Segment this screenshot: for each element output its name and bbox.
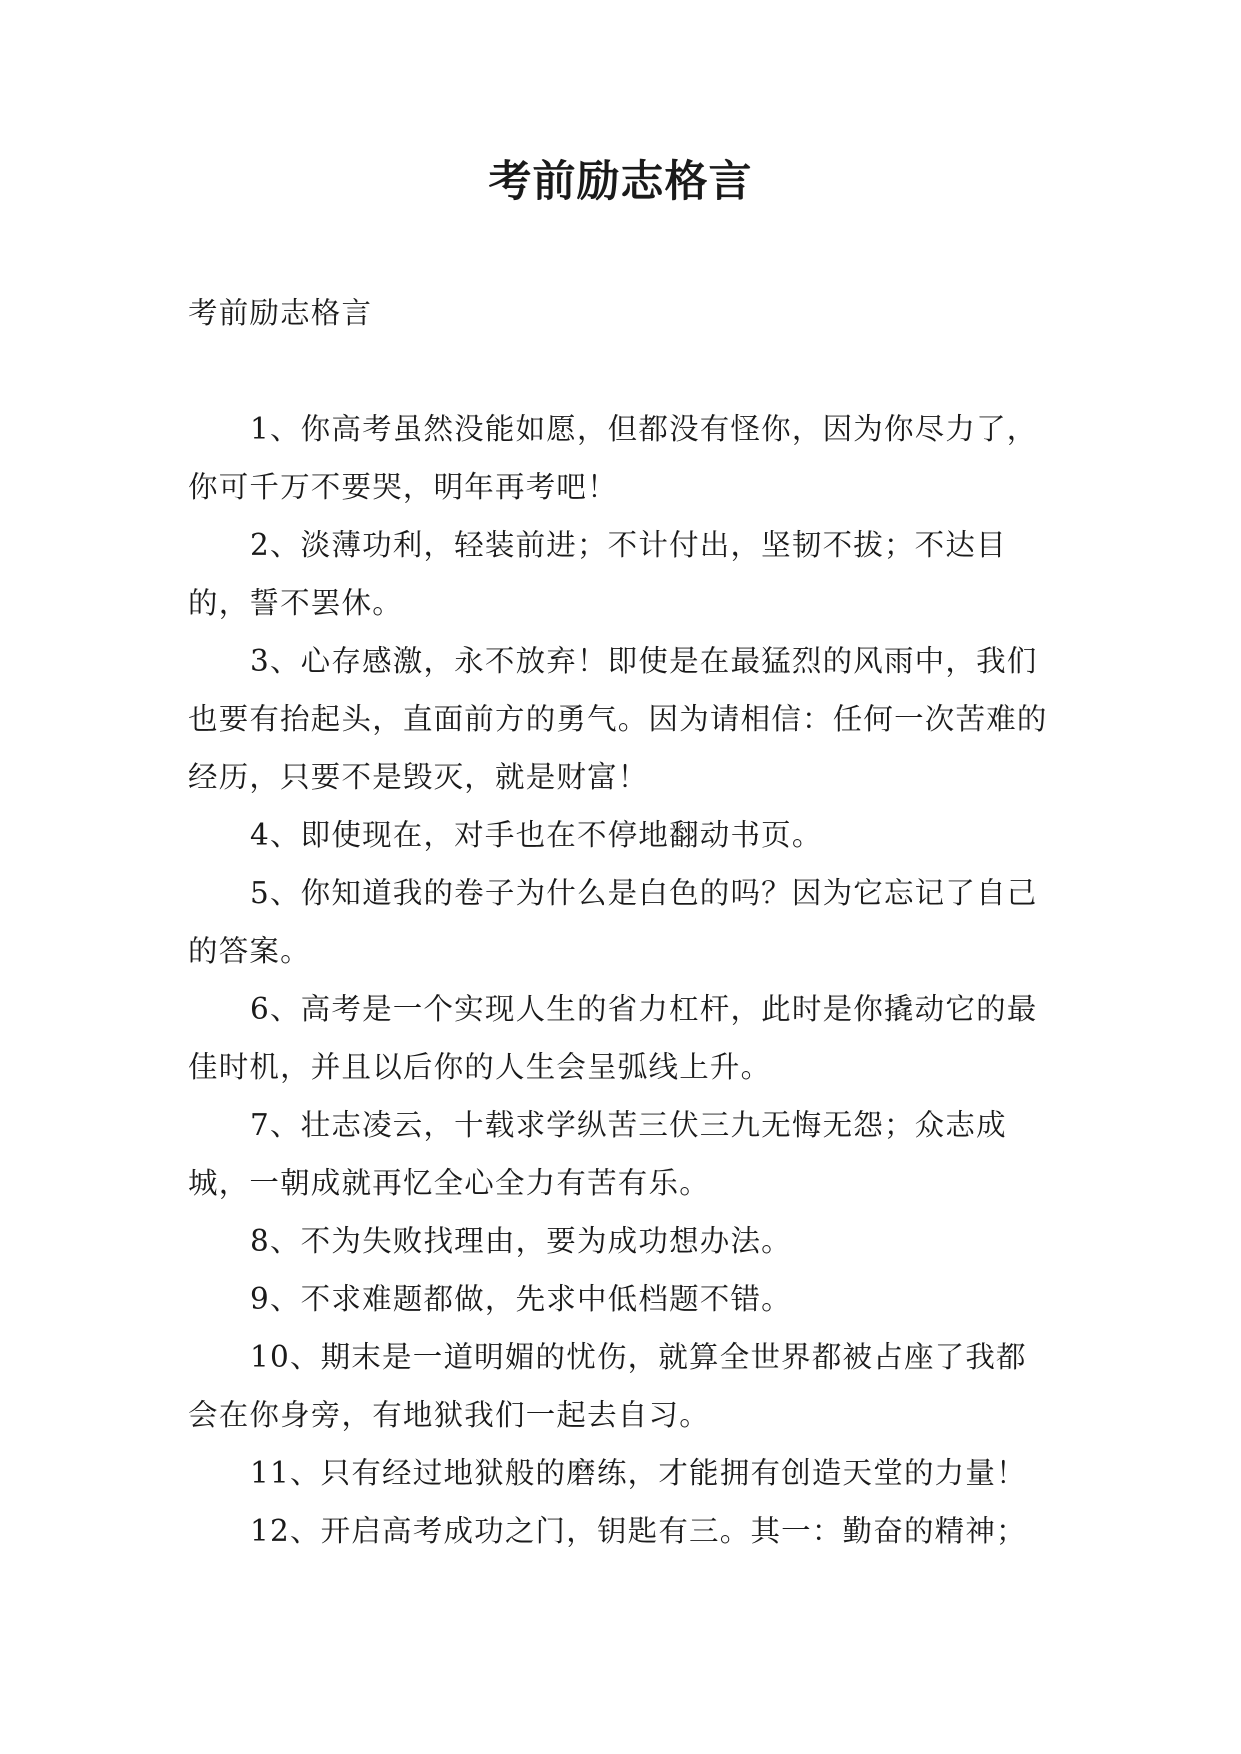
paragraph-9: 9、不求难题都做，先求中低档题不错。 [250, 1282, 792, 1316]
paragraph-2: 2、淡薄功利，轻装前进；不计付出，坚韧不拔；不达目的，誓不罢休。 [188, 528, 1007, 620]
paragraph-8: 8、不为失败找理由，要为成功想办法。 [250, 1224, 792, 1258]
document-subtitle: 考前励志格言 [188, 296, 373, 330]
paragraph-10: 10、期末是一道明媚的忧伤，就算全世界都被占座了我都会在你身旁，有地狱我们一起去自习。 [188, 1340, 1027, 1432]
paragraph-5: 5、你知道我的卷子为什么是白色的吗？因为它忘记了自己的答案。 [188, 876, 1038, 968]
paragraph-11: 11、只有经过地狱般的磨练，才能拥有创造天堂的力量！ [250, 1456, 1027, 1490]
paragraph-1: 1、你高考虽然没能如愿，但都没有怪你，因为你尽力了，你可千万不要哭，明年再考吧！ [188, 412, 1038, 504]
paragraph-7: 7、壮志凌云，十载求学纵苦三伏三九无悔无怨；众志成城，一朝成就再忆全心全力有苦有乐。 [188, 1108, 1007, 1200]
document-title: 考前励志格言 [488, 157, 753, 207]
paragraph-3: 3、心存感激，永不放弃！即使是在最猛烈的风雨中，我们也要有抬起头，直面前方的勇气。因为请相信：任何一次苦难的经历，只要不是毁灭，就是财富！ [188, 644, 1048, 794]
paragraph-4: 4、即使现在，对手也在不停地翻动书页。 [250, 818, 823, 852]
paragraph-12: 12、开启高考成功之门，钥匙有三。其一：勤奋的精神； [250, 1514, 1027, 1548]
paragraph-6: 6、高考是一个实现人生的省力杠杆，此时是你撬动它的最佳时机，并且以后你的人生会呈弧线上升。 [188, 992, 1038, 1084]
